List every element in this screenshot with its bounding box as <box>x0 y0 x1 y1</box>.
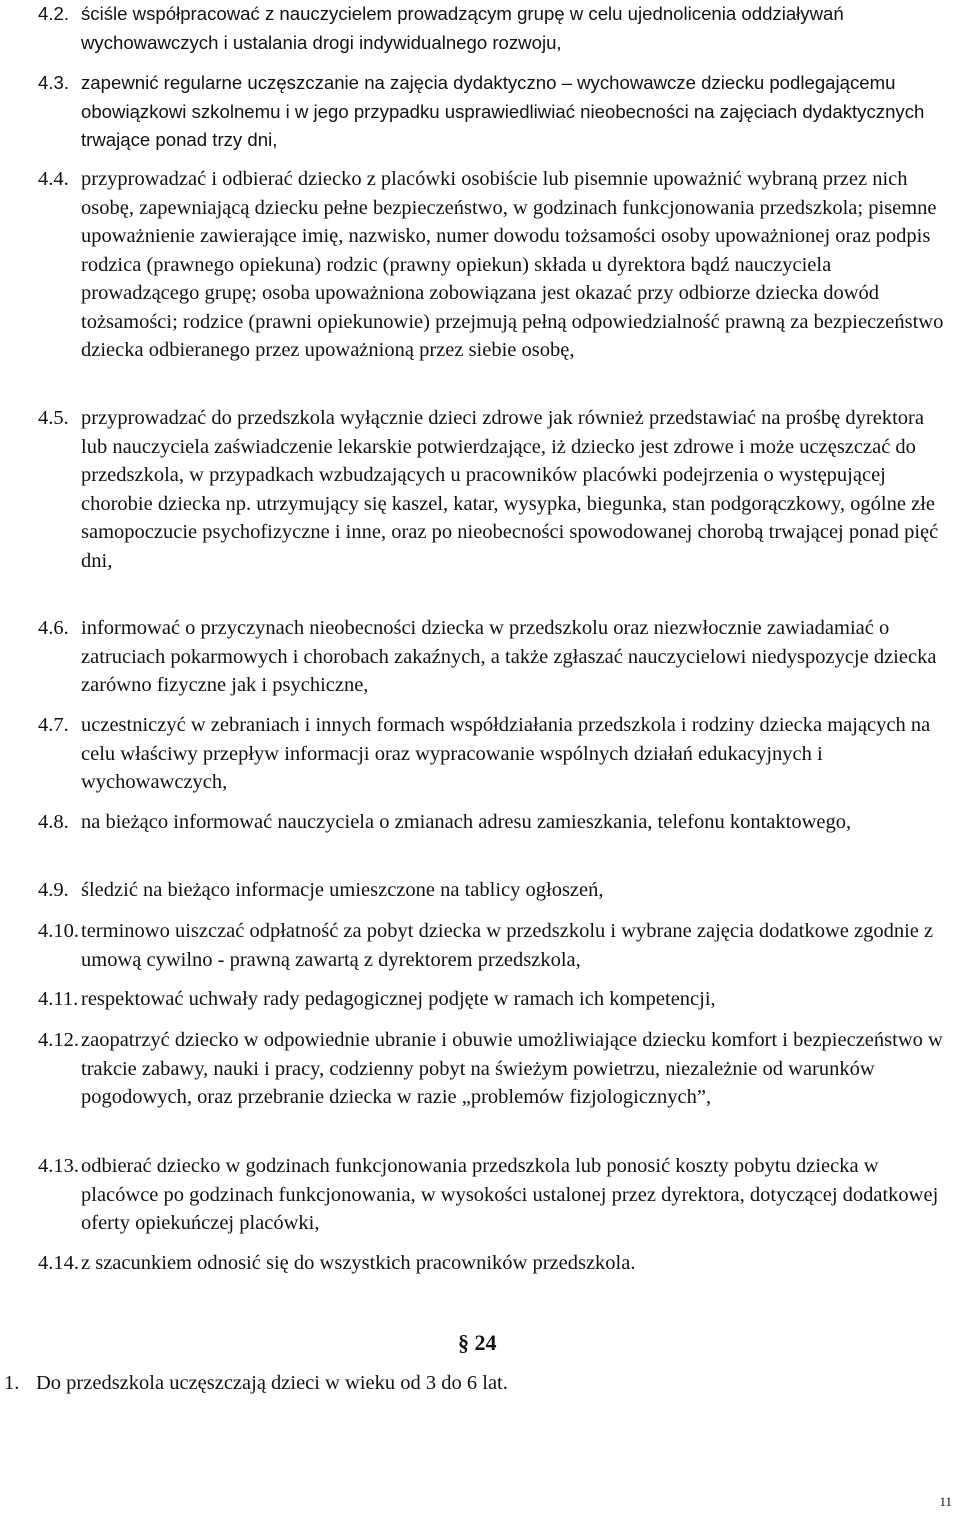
item-number: 4.4. <box>38 168 69 190</box>
item-number: 4.13. <box>38 1155 79 1177</box>
item-text: zaopatrzyć dziecko w odpowiednie ubranie i obuwie umożliwiające dziecku komfort i bezpieczeństwo w trakcie zabawy, nauki i pracy, codzienny pobyt na świeżym powietrzu, niezależnie od warunków pogodowych, oraz przebranie dziecka w razie „problemów fizjologicznych”, <box>81 1029 943 1108</box>
list-item-4-6 <box>38 614 954 700</box>
item-text: śledzić na bieżąco informacje umieszczone na tablicy ogłoszeń, <box>81 879 604 901</box>
item-text: ściśle współpracować z nauczycielem prowadzącym grupę w celu ujednolicenia oddziaływań wychowawczych i ustalania drogi indywidualnego rozwoju, <box>81 3 844 53</box>
list-item-4-13 <box>38 1152 954 1238</box>
item-text: terminowo uiszczać odpłatność za pobyt dziecka w przedszkolu i wybrane zajęcia dodatkowe zgodnie z umową cywilno - prawną zawartą z dyrektorem przedszkola, <box>81 920 934 971</box>
list-item-4-3 <box>38 69 954 155</box>
item-text: respektować uchwały rady pedagogicznej podjęte w ramach ich kompetencji, <box>81 988 716 1010</box>
list-item-4-14 <box>38 1249 954 1278</box>
item-text: odbierać dziecko w godzinach funkcjonowania przedszkola lub ponosić koszty pobytu dziecka w placówce po godzinach funkcjonowania, w wysokości ustalonej przez dyrektora, dotyczącej dodatkowej oferty opiekuńczej placówki, <box>81 1155 939 1234</box>
item-number: 4.12. <box>38 1029 79 1051</box>
section-title: § 24 <box>458 1330 497 1355</box>
item-text: przyprowadzać i odbierać dziecko z placówki osobiście lub pisemnie upoważnić wybraną przez nich osobę, zapewniającą dziecku pełne bezpieczeństwo, w godzinach funkcjonowania przedszkola; pisemne upoważnienie zawierające imię, nazwisko, numer dowodu tożsamości osoby upoważnionej oraz podpis rodzica (prawnego opiekuna) rodzic (prawny opiekun) składa u dyrektora bądź nauczyciela prowadzącego grupę; osoba upoważniona zobowiązana jest okazać przy odbiorze dziecka dowód tożsamości; rodzice (prawni opiekunowie) przejmują pełną odpowiedzialność prawną za bezpieczeństwo dziecka odbieranego przez upoważnioną przez siebie osobę, <box>81 168 944 361</box>
list-item-4-7 <box>38 711 954 797</box>
list-item-4-5 <box>38 404 954 575</box>
item-number: 4.11. <box>38 988 79 1010</box>
list-item-4-9 <box>38 876 954 905</box>
item-number: 4.5. <box>38 407 69 429</box>
item-text: uczestniczyć w zebraniach i innych formach współdziałania przedszkola i rodziny dziecka mających na celu właściwy przepływ informacji oraz wypracowanie wspólnych działań edukacyjnych i wychowawczych, <box>81 714 931 793</box>
item-text: zapewnić regularne uczęszczanie na zajęcia dydaktyczno – wychowawcze dziecku podlegającemu obowiązkowi szkolnemu i w jego przypadku usprawiedliwiać nieobecności na zajęciach dydaktycznych trwające ponad trzy dni, <box>81 72 925 150</box>
paragraph-text: Do przedszkola uczęszczają dzieci w wieku od 3 do 6 lat. <box>36 1372 508 1394</box>
item-number: 4.8. <box>38 811 69 833</box>
item-number: 4.6. <box>38 617 69 639</box>
list-item-4-2 <box>38 0 954 57</box>
item-number: 4.14. <box>38 1252 79 1274</box>
item-number: 4.7. <box>38 714 69 736</box>
list-item-4-4 <box>38 165 954 365</box>
item-text: na bieżąco informować nauczyciela o zmianach adresu zamieszkania, telefonu kontaktowego, <box>81 811 852 833</box>
list-item-4-12 <box>38 1026 954 1112</box>
section-paragraph <box>4 1372 508 1395</box>
list-item-4-11 <box>38 985 954 1014</box>
page-number: 11 <box>939 1494 952 1509</box>
list-item-4-8 <box>38 808 954 837</box>
item-number: 4.2. <box>38 3 70 24</box>
item-text: informować o przyczynach nieobecności dziecka w przedszkolu oraz niezwłocznie zawiadamiać o zatruciach pokarmowych i chorobach zakaźnych, a także zgłaszać nauczycielowi niedyspozycje dziecka zarówno fizyczne jak i psychiczne, <box>81 617 937 696</box>
item-number: 4.3. <box>38 72 70 93</box>
list-item-4-10 <box>38 917 954 974</box>
paragraph-number: 1. <box>4 1372 20 1394</box>
item-text: z szacunkiem odnosić się do wszystkich pracowników przedszkola. <box>81 1252 636 1274</box>
item-number: 4.9. <box>38 879 69 901</box>
item-number: 4.10. <box>38 920 79 942</box>
item-text: przyprowadzać do przedszkola wyłącznie dzieci zdrowe jak również przedstawiać na prośbę dyrektora lub nauczyciela zaświadczenie lekarskie potwierdzające, iż dziecko jest zdrowe i może uczęszczać do przedszkola, w przypadkach wzbudzających u pracowników placówki podejrzenia o występującej chorobie dziecka np. utrzymujący się kaszel, katar, wysypka, biegunka, stan podgorączkowy, ogólne złe samopoczucie psychofizyczne i inne, oraz po nieobecności spowodowanej chorobą trwającej ponad pięć dni, <box>81 407 939 572</box>
